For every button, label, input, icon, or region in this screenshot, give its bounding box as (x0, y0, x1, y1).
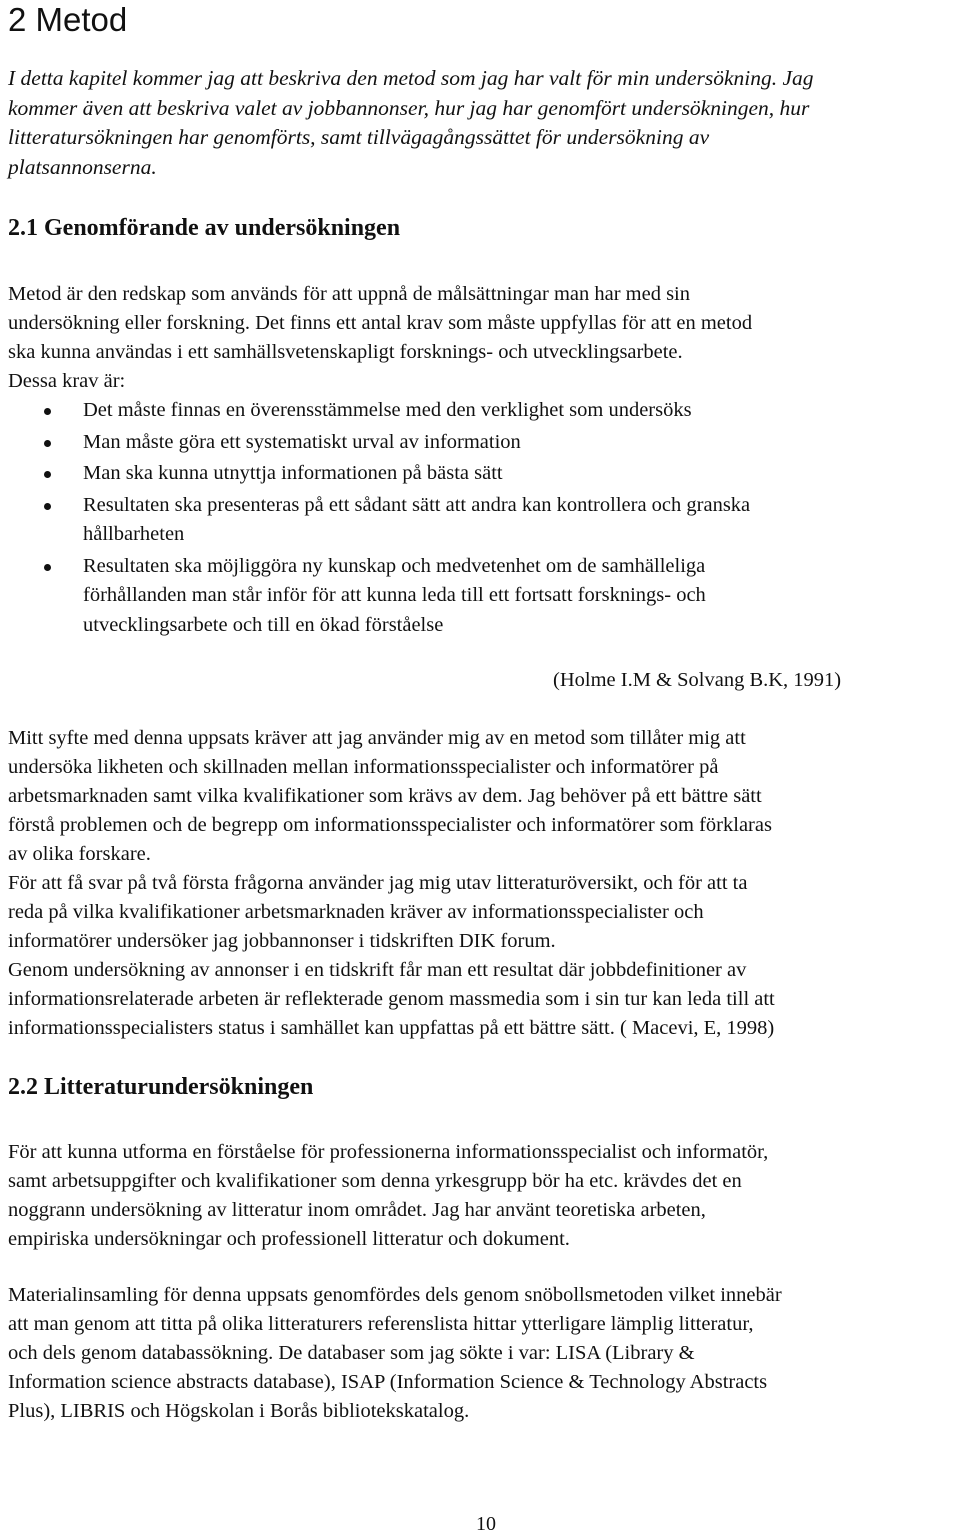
list-item-text: Man måste göra ett systematiskt urval av information (83, 430, 521, 453)
paragraph-line: informationsrelaterade arbeten är reflekterade genom massmedia som i sin tur kan leda till att (8, 988, 775, 1010)
bullet-icon (44, 440, 51, 447)
paragraph-line: och dels genom databassökning. De databaser som jag sökte i var: LISA (Library & (8, 1342, 695, 1364)
paragraph-line: reda på vilka kvalifikationer arbetsmarknaden kräver av informationsspecialister och (8, 901, 704, 923)
list-item-text: förhållanden man står inför för att kunna leda till ett fortsatt forsknings- och (83, 584, 706, 606)
intro-line: kommer även att beskriva valet av jobbannonser, hur jag har genomfört undersökningen, hur (8, 95, 810, 120)
bullet-icon (44, 471, 51, 478)
paragraph-line: Metod är den redskap som används för att uppnå de målsättningar man har med sin (8, 283, 691, 305)
paragraph-line: undersöka likheten och skillnaden mellan informationsspecialister och informatörer på (8, 756, 719, 778)
paragraph-line: samt arbetsuppgifter och kvalifikationer som denna yrkesgrupp bör ha etc. krävdes det en (8, 1170, 742, 1192)
paragraph-line: Information science abstracts database), ISAP (Information Science & Technology Abstracts (8, 1371, 768, 1393)
citation: (Holme I.M & Solvang B.K, 1991) (553, 669, 842, 691)
chapter-heading: 2 Metod (8, 1, 128, 38)
list-item (8, 428, 952, 458)
paragraph-line: av olika forskare. (8, 843, 151, 865)
page-number: 10 (476, 1513, 496, 1535)
list-item-text: hållbarheten (83, 523, 185, 545)
literature-paragraph (8, 1138, 952, 1254)
list-item (8, 459, 952, 489)
requirements-list (8, 396, 952, 642)
list-item-text: Det måste finnas en överensstämmelse med den verklighet som undersöks (83, 399, 692, 421)
list-item-text: utvecklingsarbete och till en ökad förståelse (83, 613, 444, 636)
paragraph-line: För att få svar på två första frågorna använder jag mig utav litteraturöversikt, och för att ta (8, 872, 748, 894)
paragraph-line: Plus), LIBRIS och Högskolan i Borås bibliotekskatalog. (8, 1400, 470, 1422)
paragraph-line: undersökning eller forskning. Det finns ett antal krav som måste uppfyllas för att en metod (8, 312, 753, 334)
paragraph-line: Mitt syfte med denna uppsats kräver att jag använder mig av en metod som tillåter mig att (8, 727, 746, 749)
intro-line: I detta kapitel kommer jag att beskriva den metod som jag har valt för min undersökning. Jag (8, 66, 814, 90)
paragraph-line: För att kunna utforma en förståelse för professionerna informationsspecialist och informatör, (8, 1141, 769, 1163)
paragraph-line: förstå problemen och de begrepp om informationsspecialister och informatörer som förklaras (8, 814, 772, 836)
list-item-text: Resultaten ska presenteras på ett sådant sätt att andra kan kontrollera och granska (83, 493, 751, 516)
list-item (8, 491, 952, 550)
intro-line: litteratursökningen har genomförts, samt tillvägagångssättet för undersökning av (8, 125, 710, 149)
paragraph-line: informatörer undersöker jag jobbannonser i tidskriften DIK forum. (8, 930, 556, 952)
section-heading-2-2: 2.2 Litteraturundersökningen (8, 1074, 314, 1100)
intro-paragraph (8, 64, 952, 182)
purpose-paragraph (8, 724, 952, 1043)
section-heading-2-1: 2.1 Genomförande av undersökningen (8, 215, 401, 241)
bullet-icon (44, 408, 51, 415)
intro-line: platsannonserna. (8, 154, 157, 179)
material-paragraph (8, 1281, 952, 1426)
paragraph-line: Genom undersökning av annonser i en tidskrift får man ett resultat där jobbdefinitioner av (8, 959, 747, 981)
list-item (8, 552, 952, 641)
bullet-icon (44, 564, 51, 571)
list-item-text: Man ska kunna utnyttja informationen på bästa sätt (83, 462, 503, 484)
paragraph-line: arbetsmarknaden samt vilka kvalifikationer som krävs av dem. Jag behöver på ett bättre sätt (8, 785, 762, 807)
paragraph-line: Dessa krav är: (8, 370, 126, 392)
paragraph-line: empiriska undersökningar och professionell litteratur och dokument. (8, 1228, 570, 1250)
paragraph-line: noggrann undersökning av litteratur inom området. Jag har använt teoretiska arbeten, (8, 1199, 706, 1221)
list-item-text: Resultaten ska möjliggöra ny kunskap och medvetenhet om de samhälleliga (83, 554, 706, 577)
paragraph-line: informationsspecialisters status i samhället kan uppfattas på ett bättre sätt. ( Macevi, E, 1998) (8, 1017, 775, 1039)
bullet-icon (44, 503, 51, 510)
paragraph-line: Materialinsamling för denna uppsats genomfördes dels genom snöbollsmetoden vilket innebär (8, 1284, 782, 1306)
method-paragraph (8, 280, 952, 396)
list-item (8, 396, 952, 426)
paragraph-line: ska kunna användas i ett samhällsvetenskapligt forsknings- och utvecklingsarbete. (8, 341, 683, 363)
paragraph-line: att man genom att titta på olika litteraturers referenslista hittar ytterligare lämplig litteratur, (8, 1313, 754, 1335)
